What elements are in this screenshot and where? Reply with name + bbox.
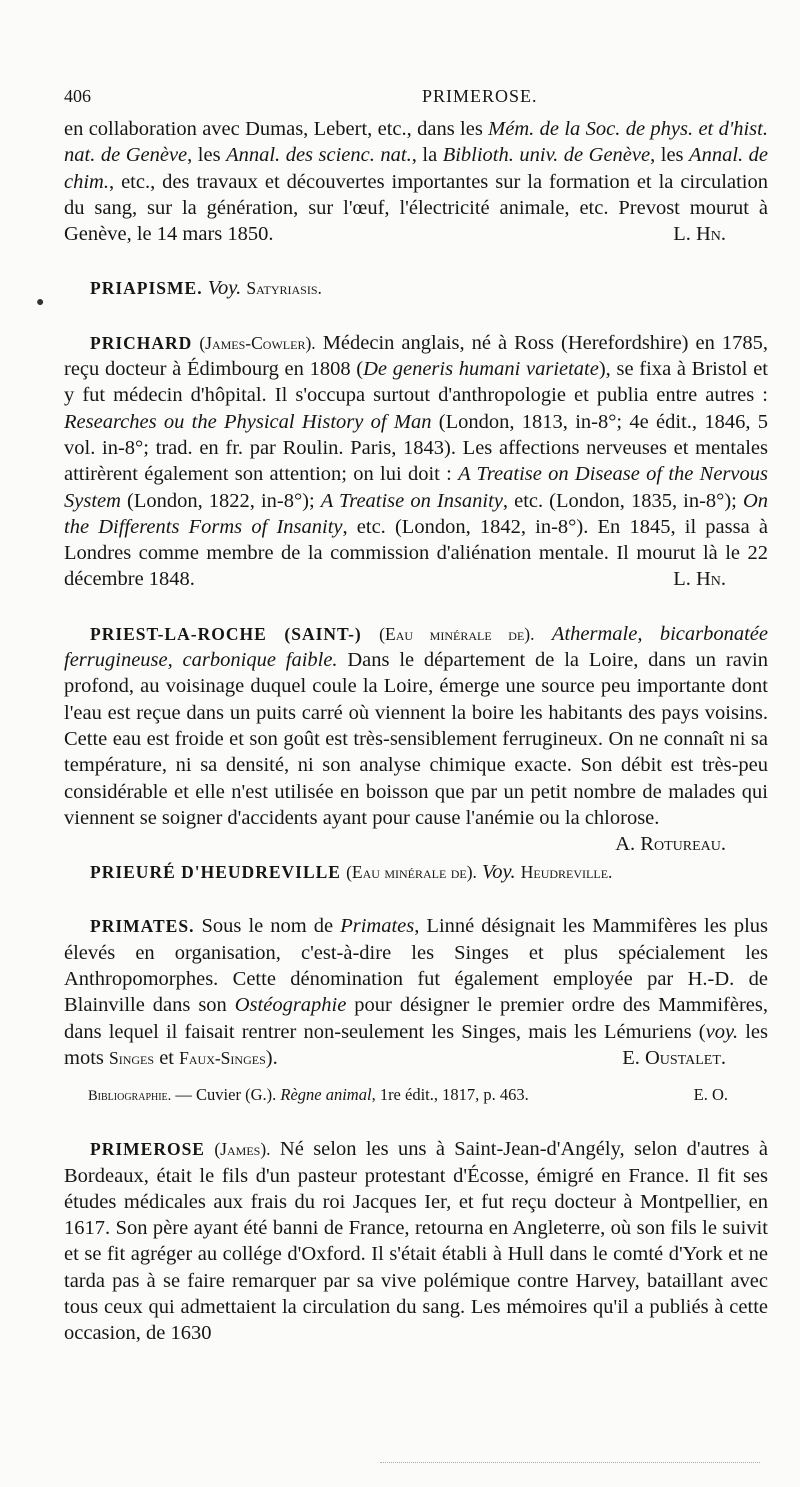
headword: PRIEURÉ D'HEUDREVILLE bbox=[90, 862, 341, 883]
text-column bbox=[64, 116, 768, 1347]
signature: E. Oustalet. bbox=[622, 1046, 726, 1069]
headword: PRIAPISME. bbox=[90, 278, 203, 299]
entry-priapisme: PRIAPISME. Voy. Satyriasis. bbox=[90, 277, 322, 300]
entry-prieure-heudreville: PRIEURÉ D'HEUDREVILLE (Eau minérale de). Voy. Heudreville. bbox=[90, 861, 613, 884]
signature: E. O. bbox=[693, 1085, 728, 1105]
entry-primerose: PRIMEROSE (James). Né selon les uns à Saint-Jean-d'Angély, selon d'autres à Bordeaux, était le fils d'un pasteur protestant d'Écosse, émigré en France. Il fit ses études médicales aux frais du roi Jacques Ier, et fut reçu docteur à Montpellier, en 1617. Son père ayant été banni de France, retourna en Angleterre, où son fils le suivit et se fit agréger au collége d'Oxford. Il s'était établi à Hull dans le comté d'York et ne tarda pas à se faire remarquer par sa vive polémique contre Harvey, bataillant avec tous ceux qui admettaient la circulation du sang. Les mémoires qu'il a publiés à cette occasion, de 1630 bbox=[64, 1138, 769, 1345]
headword: PRIEST-LA-ROCHE (SAINT-) bbox=[90, 623, 362, 644]
entry-priest-la-roche: PRIEST-LA-ROCHE (SAINT-) (Eau minérale de). Athermale, bicarbonatée ferrugineuse, carbonique faible. Dans le département de la Loire, dans un ravin profond, au voisinage duquel coule la Loire, émerge une source peu importante dont l'eau est reçue dans un puits carré où viennent la boire les habitants des pays voisins. Cette eau est froide et son goût est très-sensiblement ferrugineux. On ne connaît ni sa température, ni sa densité, ni son analyse chimique exacte. Son débit est très-peu considérable et elle n'est utilisée en boisson que par un petit nombre de malades qui viennent se soigner d'accidents ayant pour cause l'anémie ou la chlorose. A. Rotureau. bbox=[64, 621, 768, 831]
headword: PRIMEROSE bbox=[90, 1139, 205, 1160]
running-header bbox=[64, 86, 744, 110]
page-number: 406 bbox=[64, 86, 91, 106]
headword: PRIMATES. bbox=[90, 916, 195, 937]
signature: A. Rotureau. bbox=[615, 833, 726, 856]
bibliography: Bibliographie. — Cuvier (G.). Règne animal, 1re édit., 1817, p. 463. E. O. bbox=[88, 1083, 768, 1108]
margin-mark: ● bbox=[36, 295, 45, 310]
entry-primates: PRIMATES. Sous le nom de Primates, Linné désignait les Mammifères les plus élevés en organisation, c'est-à-dire les Singes et plus spécialement les Anthropomorphes. Cette dénomination fut également employée par H.-D. de Blainville dans son Ostéographie pour désigner le premier ordre des Mammifères, dans lequel il faisait rentrer non-seulement les Singes, mais les Lémuriens (voy. les mots Singes et Faux-Singes). E. Oustalet. bbox=[64, 913, 768, 1071]
running-title: PRIMEROSE. bbox=[422, 86, 538, 106]
signature: L. Hn. bbox=[673, 223, 726, 246]
bottom-rule bbox=[380, 1462, 760, 1463]
entry-prichard: PRICHARD (James-Cowler). Médecin anglais, né à Ross (Herefordshire) en 1785, reçu docteur à Édimbourg en 1808 (De generis humani varietate), se fixa à Bristol et y fut médecin d'hôpital. Il s'occupa surtout d'anthropologie et publia entre autres : Researches ou the Physical History of Man (London, 1813, in-8°; 4e édit., 1846, 5 vol. in-8°; trad. en fr. par Roulin. Paris, 1843). Les affections nerveuses et mentales attirèrent également son attention; on lui doit : A Treatise on Disease of the Nervous System (London, 1822, in-8°); A Treatise on Insanity, etc. (London, 1835, in-8°); On the Differents Forms of Insanity, etc. (London, 1842, in-8°). En 1845, il passa à Londres comme membre de la commission d'aliénation mentale. Il mourut là le 22 décembre 1848. L. Hn. bbox=[64, 330, 768, 593]
entry-prevost-continuation: en collaboration avec Dumas, Lebert, etc., dans les Mém. de la Soc. de phys. et d'hist. nat. de Genève, les Annal. des scienc. nat., la Biblioth. univ. de Genève, les Annal. de chim., etc., des travaux et découvertes importantes sur la formation et la circulation du sang, sur la génération, sur l'œuf, l'électricité animale, etc. Prevost mourut à Genève, le 14 mars 1850. L. Hn. bbox=[64, 116, 768, 247]
headword: PRICHARD bbox=[90, 332, 193, 353]
signature: L. Hn. bbox=[673, 568, 726, 591]
